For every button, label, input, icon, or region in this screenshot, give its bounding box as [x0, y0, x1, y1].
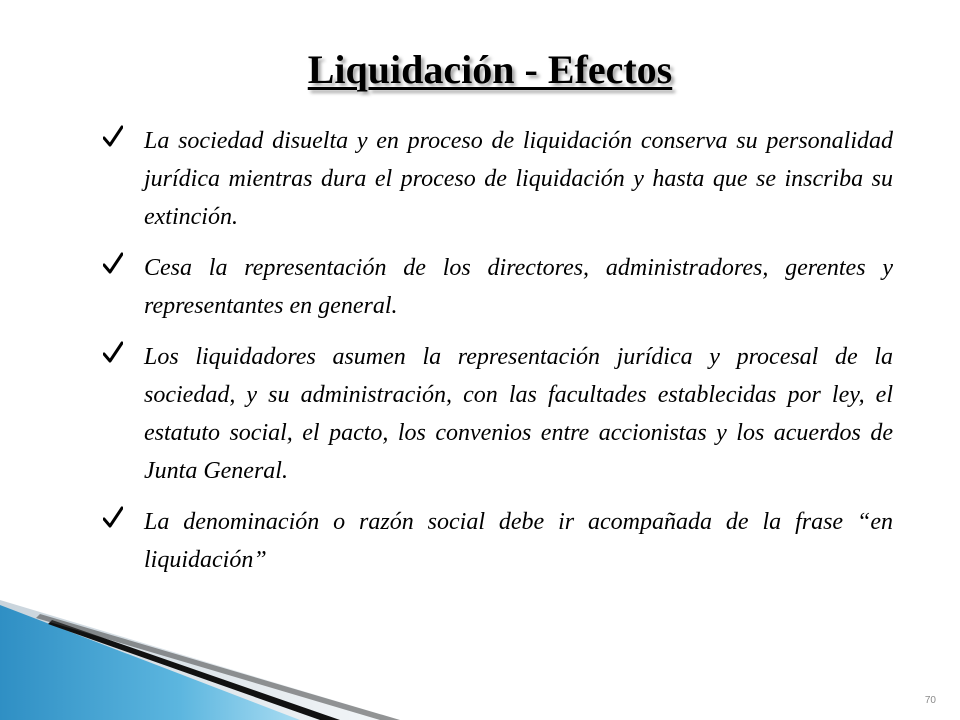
slide-title: Liquidación - Efectos — [307, 47, 673, 92]
bullet-list — [103, 122, 893, 592]
checkmark-icon — [103, 252, 123, 276]
bullet-text: Los liquidadores asumen la representación jurídica y procesal de la sociedad, y su administración, con las facultades establecidas por ley, el estatuto social, el pacto, los convenios entre accionistas y los acuerdos de Junta General. — [144, 344, 893, 484]
list-item — [103, 249, 893, 325]
bullet-text: La sociedad disuelta y en proceso de liquidación conserva su personalidad jurídica mientras dura el proceso de liquidación y hasta que se inscriba su extinción. — [144, 128, 893, 230]
page-number: 70 — [924, 695, 936, 706]
list-item — [103, 503, 893, 579]
checkmark-icon — [103, 341, 123, 365]
checkmark-icon — [103, 125, 123, 149]
list-item — [103, 338, 893, 490]
bullet-text: La denominación o razón social debe ir acompañada de la frase “en liquidación” — [144, 509, 893, 573]
list-item — [103, 122, 893, 236]
corner-decoration — [0, 600, 400, 720]
checkmark-icon — [103, 506, 123, 530]
bullet-text: Cesa la representación de los directores, administradores, gerentes y representantes en general. — [144, 255, 893, 319]
